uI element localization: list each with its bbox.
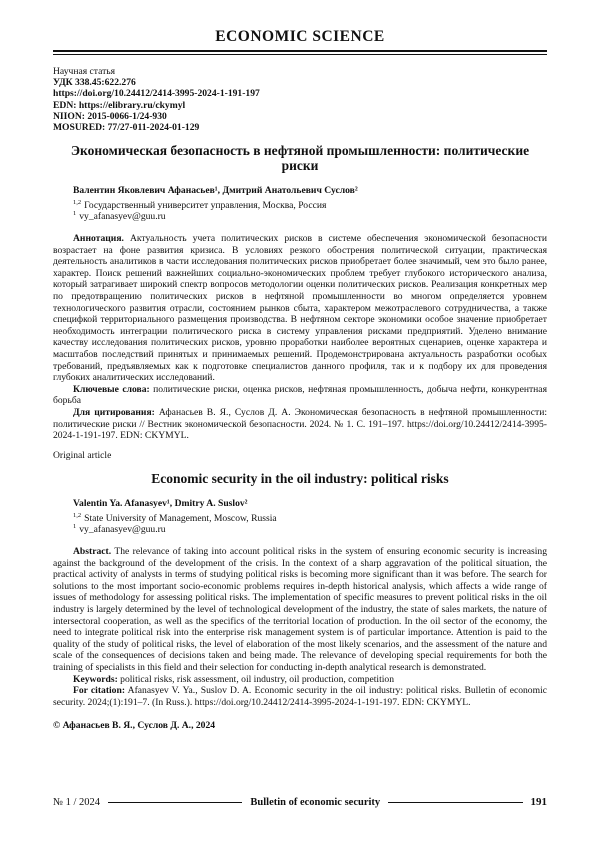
affiliation-sup: 1,2 — [73, 198, 82, 206]
citation-label-ru: Для цитирования: — [73, 406, 155, 418]
abstract-label-ru: Аннотация. — [73, 233, 124, 244]
header-rule-thick — [53, 50, 547, 52]
abstract-text-ru: Актуальность учета политических рисков в системе обеспечения экономической безопасности возрастает на фоне развития кризиса. В условиях резкого обострения политической ситуации, практическая деятельность аналитиков в части исследования политических рисков приобретает более значимый, чем это было ранее, характер. Поиск решений важнейших социально-экономических проблем требует глубокого исторического анализа, который затрагивает широкий спектр вопросов методологии оценки политических рисков. Реализация конкретных мер по предотвращению политических рисков в нефтяной промышленности во многом определяется уровнем технологического развития отрасли, состоянием рынков сбыта, характером межотраслевого сотрудничества, а также специфкой территориального размещения производства. В нефтяном секторе экономики особое значение приобретает необходимость интеграции политического риска в систему управления рисками предприятий. Уделено внимание качеству исследования политических рисков, уровню проработки наиболее вероятных сценариев, оценке характера и масштабов последствий принятых и принимаемых решений. Продемонстрирована актуальность разработки особых требований, предъявляемых как к подготовке специалистов данного профиля, так и к подбору их для проведения глубоких аналитических исследований. — [53, 233, 548, 384]
article-type-en: Original article — [53, 449, 112, 461]
abstract-label-en: Abstract. — [73, 546, 112, 558]
footer-rule-left — [108, 802, 242, 803]
email-sup: 1 — [73, 210, 77, 218]
citation-ru — [53, 407, 547, 442]
keywords-en — [53, 674, 547, 686]
article-type-ru: Научная статья — [53, 66, 116, 77]
email-sup-en: 1 — [73, 523, 77, 531]
keywords-label-ru: Ключевые слова: — [73, 383, 150, 395]
affiliation-text: Государственный университет управления, Москва, Россия — [84, 199, 327, 211]
affiliation-text-en: State University of Management, Moscow, Russia — [84, 512, 277, 524]
keywords-text-en: political risks, risk assessment, oil industry, oil production, competition — [120, 673, 395, 685]
edn-link[interactable]: EDN: https://elibrary.ru/ckymyl — [53, 99, 186, 111]
email-ru — [73, 211, 547, 223]
authors-ru: Валентин Яковлевич Афанасьев¹, Дмитрий Анатольевич Суслов² — [73, 185, 358, 197]
citation-en — [53, 685, 547, 708]
udk-code: УДК 338.45:622.276 — [53, 77, 136, 89]
doi-link[interactable]: https://doi.org/10.24412/2414-3995-2024-1-191-197 — [53, 88, 260, 100]
citation-label-en: For citation: — [73, 685, 126, 697]
footer-issue: № 1 / 2024 — [53, 796, 101, 808]
journal-header — [53, 28, 547, 55]
citation-text-ru: Афанасьев В. Я., Суслов Д. А. Экономическая безопасность в нефтяной промышленности: политические риски // Вестник экономической безопасности. 2024. № 1. С. 191–197. https://doi.org/10.24412/2414-3995-2024-1-191-197. EDN: CKYMYL. — [53, 406, 548, 442]
email-text[interactable]: vy_afanasyev@guu.ru — [79, 211, 166, 223]
email-text-en[interactable]: vy_afanasyev@guu.ru — [79, 524, 166, 536]
citation-text-en: Afanasyev V. Ya., Suslov D. A. Economic security in the oil industry: political risks. Bulletin of economic security. 2024;(1):191–7. (In Russ.). https://doi.org/10.24412/2414-3995-2024-1-191-197. EDN: CKYMYL. — [53, 685, 547, 708]
footer-rule-right — [388, 802, 522, 803]
mosured-code: MOSURED: 77/27-011-2024-01-129 — [53, 122, 200, 134]
abstract-en — [53, 546, 547, 674]
footer-journal-name: Bulletin of economic security — [250, 796, 381, 808]
footer-page-number: 191 — [530, 796, 547, 808]
affiliation-ru — [73, 200, 547, 212]
article-title-ru: Экономическая безопасность в нефтяной промышленности: политические риски — [70, 143, 530, 174]
affiliation-sup-en: 1,2 — [73, 511, 82, 519]
header-rule-thin — [53, 54, 547, 55]
journal-section-title: ECONOMIC SCIENCE — [215, 28, 385, 45]
copyright-notice: © Афанасьев В. Я., Суслов Д. А., 2024 — [53, 720, 216, 732]
niion-code: NIION: 2015-0066-1/24-930 — [53, 110, 167, 122]
affiliation-en — [73, 513, 547, 525]
keywords-ru — [53, 384, 547, 407]
abstract-text-en: The relevance of taking into account political risks in the system of ensuring economic security is increasing against the background of the development of the crisis. In the context of a sharp aggravation of the political situation, the practical activity of analysts in terms of studying political risks is becoming more significant than it was before. The search for solutions to the most important socio-economic problems requires in-depth historical analysis, which affects a wide range of issues of methodology for assessing political risks. The implementation of specific measures to prevent political risks in the oil industry is largely determined by the level of technological development of the industry, the state of sales markets, the nature of intersectoral cooperation, as well as the specifics of the territorial location of production. In the oil sector of the economy, the need to integrate political risk into the enterprise risk management system is of particular importance. Attention is paid to the quality of the study of political risks, the level of elaboration of the most likely scenarios, and the assessment of the nature and scale of the consequences of decisions taken and being made. The relevance of developing special requirements for both the training of specialists in this field and their selection for conducting in-depth analytical research is demonstrated. — [53, 546, 547, 673]
article-metadata — [53, 66, 547, 133]
keywords-text-ru: политические риски, оценка рисков, нефтяная промышленность, добыча нефти, конкурентная борьба — [53, 383, 547, 407]
article-content — [53, 66, 547, 732]
page-footer — [53, 796, 547, 808]
abstract-ru — [53, 233, 547, 384]
authors-en: Valentin Ya. Afanasyev¹, Dmitry A. Suslov² — [73, 498, 248, 510]
email-en — [73, 524, 547, 536]
article-title-en: Economic security in the oil industry: political risks — [151, 471, 449, 487]
keywords-label-en: Keywords: — [73, 673, 118, 685]
